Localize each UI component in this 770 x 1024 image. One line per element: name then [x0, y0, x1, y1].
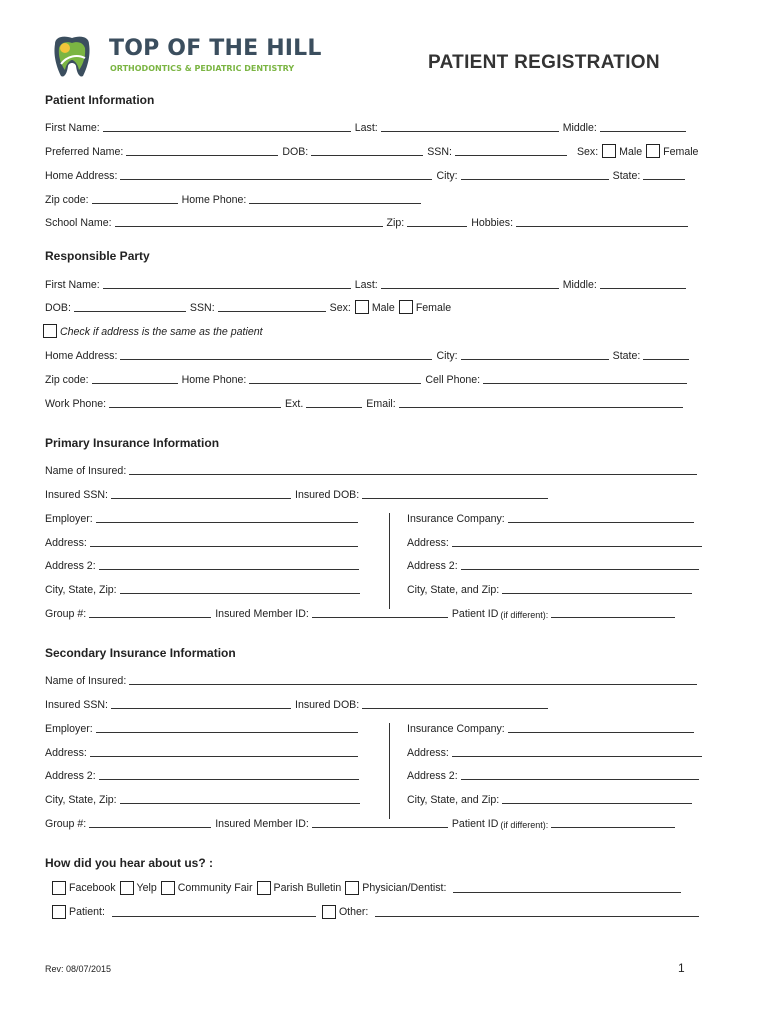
- primary-insurance-section-title: Primary Insurance Information: [45, 436, 220, 450]
- referral-row-1: [50, 881, 685, 895]
- home-address-label: Home Address:: [45, 350, 118, 362]
- secondary-insured-dob-field[interactable]: [362, 698, 548, 709]
- city-state-zip-label: City, State, Zip:: [45, 584, 117, 596]
- responsible-row-same-address: [43, 324, 265, 338]
- primary-insurance-address2-field[interactable]: [461, 559, 699, 570]
- physician-name-field[interactable]: [453, 882, 681, 893]
- secondary-member-id-field[interactable]: [312, 817, 448, 828]
- community-fair-label: Community Fair: [177, 882, 253, 894]
- zip-code-label: Zip code:: [45, 194, 89, 206]
- patient-id-label: Patient ID: [451, 608, 499, 620]
- other-label: Other:: [338, 906, 369, 918]
- state-label: State:: [612, 350, 641, 362]
- secondary-group-field[interactable]: [89, 817, 211, 828]
- same-address-label: Check if address is the same as the patient: [60, 326, 263, 338]
- female-label: Female: [415, 302, 452, 314]
- primary-group-field[interactable]: [89, 607, 211, 618]
- home-phone-label: Home Phone:: [181, 194, 247, 206]
- patient-zip-field[interactable]: [407, 216, 467, 227]
- primary-row-address-right: [407, 535, 706, 549]
- yelp-checkbox[interactable]: [120, 881, 134, 895]
- responsible-zip-code-field[interactable]: [92, 373, 178, 384]
- work-phone-label: Work Phone:: [45, 398, 107, 410]
- responsible-city-field[interactable]: [461, 349, 609, 360]
- secondary-row-employer: [45, 721, 362, 735]
- name-of-insured-label: Name of Insured:: [45, 465, 127, 477]
- preferred-name-label: Preferred Name:: [45, 146, 124, 158]
- responsible-row-dob: [45, 300, 453, 314]
- parish-bulletin-option[interactable]: [255, 881, 342, 895]
- patient-section-title: Patient Information: [45, 93, 155, 107]
- secondary-insurance-city-field[interactable]: [502, 793, 692, 804]
- patient-ssn-field[interactable]: [455, 145, 567, 156]
- other-option[interactable]: [320, 905, 368, 919]
- primary-row-city-right: [407, 582, 696, 596]
- responsible-row-phones: [45, 372, 691, 386]
- employer-label: Employer:: [45, 723, 93, 735]
- primary-row-city-left: [45, 582, 364, 596]
- responsible-state-field[interactable]: [643, 349, 689, 360]
- primary-row-group: [45, 606, 679, 620]
- patient-male-checkbox[interactable]: [602, 144, 616, 158]
- patient-dob-field[interactable]: [311, 145, 423, 156]
- address-label: Address:: [45, 747, 87, 759]
- first-name-label: First Name:: [45, 279, 100, 291]
- city-state-zip-label: City, State, Zip:: [45, 794, 117, 806]
- school-name-label: School Name:: [45, 217, 112, 229]
- insured-ssn-label: Insured SSN:: [45, 699, 109, 711]
- first-name-label: First Name:: [45, 122, 100, 134]
- community-fair-option[interactable]: [159, 881, 253, 895]
- patient-row-name: [45, 120, 690, 134]
- patient-row-address: [45, 168, 689, 182]
- secondary-employer-address-field[interactable]: [90, 746, 358, 757]
- secondary-row-address-left: [45, 745, 362, 759]
- zip-label: Zip:: [386, 217, 405, 229]
- patient-row-school: [45, 215, 692, 229]
- primary-insurance-city-field[interactable]: [502, 583, 692, 594]
- address2-label: Address 2:: [407, 770, 458, 782]
- responsible-email-field[interactable]: [399, 397, 683, 408]
- address2-label: Address 2:: [45, 770, 96, 782]
- state-label: State:: [612, 170, 641, 182]
- primary-row-address2-right: [407, 558, 703, 572]
- primary-patient-id-field[interactable]: [551, 607, 675, 618]
- primary-row-address-left: [45, 535, 362, 549]
- responsible-ext-field[interactable]: [306, 397, 362, 408]
- middle-name-label: Middle:: [562, 122, 597, 134]
- cell-phone-label: Cell Phone:: [425, 374, 481, 386]
- secondary-employer-address2-field[interactable]: [99, 769, 359, 780]
- logo-title: TOP OF THE HILL: [109, 36, 322, 61]
- primary-column-divider: [389, 513, 390, 609]
- city-label: City:: [436, 350, 458, 362]
- city-label: City:: [436, 170, 458, 182]
- patient-hobbies-field[interactable]: [516, 216, 688, 227]
- city-state-and-zip-label: City, State, and Zip:: [407, 584, 500, 596]
- revision-date: Rev: 08/07/2015: [45, 964, 112, 974]
- facebook-label: Facebook: [69, 882, 116, 894]
- physician-option[interactable]: [343, 881, 446, 895]
- patient-first-name-field[interactable]: [103, 121, 351, 132]
- same-address-checkbox[interactable]: [43, 324, 57, 338]
- responsible-row-work: [45, 396, 687, 410]
- patient-middle-name-field[interactable]: [600, 121, 686, 132]
- sex-label: Sex:: [576, 146, 599, 158]
- city-state-and-zip-label: City, State, and Zip:: [407, 794, 500, 806]
- parish-bulletin-checkbox[interactable]: [257, 881, 271, 895]
- patient-state-field[interactable]: [643, 169, 685, 180]
- primary-employer-field[interactable]: [96, 512, 358, 523]
- patient-school-name-field[interactable]: [115, 216, 383, 227]
- employer-label: Employer:: [45, 513, 93, 525]
- email-label: Email:: [366, 398, 396, 410]
- male-label: Male: [371, 302, 395, 314]
- parish-bulletin-label: Parish Bulletin: [273, 882, 342, 894]
- secondary-row-address2-right: [407, 768, 703, 782]
- if-different-label: (if different):: [500, 820, 549, 830]
- responsible-female-checkbox[interactable]: [399, 300, 413, 314]
- last-name-label: Last:: [354, 279, 378, 291]
- home-address-label: Home Address:: [45, 170, 118, 182]
- responsible-last-name-field[interactable]: [381, 278, 559, 289]
- insurance-company-label: Insurance Company:: [407, 513, 505, 525]
- referral-section-title: How did you hear about us? :: [45, 856, 213, 870]
- address-label: Address:: [407, 747, 449, 759]
- yelp-option[interactable]: [118, 881, 157, 895]
- ssn-label: SSN:: [189, 302, 215, 314]
- yelp-label: Yelp: [136, 882, 157, 894]
- secondary-name-of-insured-field[interactable]: [129, 674, 697, 685]
- logo: [49, 34, 322, 80]
- patient-row-preferred: [45, 144, 700, 158]
- patient-home-phone-field[interactable]: [249, 193, 421, 204]
- secondary-row-ssn: [45, 697, 552, 711]
- community-fair-checkbox[interactable]: [161, 881, 175, 895]
- responsible-section-title: Responsible Party: [45, 249, 150, 263]
- primary-row-ssn: [45, 487, 552, 501]
- primary-insured-dob-field[interactable]: [362, 488, 548, 499]
- patient-last-name-field[interactable]: [381, 121, 559, 132]
- patient-row-zip: [45, 192, 425, 206]
- if-different-label: (if different):: [500, 610, 549, 620]
- primary-row-employer: [45, 511, 362, 525]
- secondary-employer-city-field[interactable]: [120, 793, 360, 804]
- sex-label: Sex:: [329, 302, 351, 314]
- secondary-row-city-right: [407, 792, 696, 806]
- responsible-home-phone-field[interactable]: [249, 373, 421, 384]
- home-phone-label: Home Phone:: [181, 374, 247, 386]
- middle-name-label: Middle:: [562, 279, 597, 291]
- physician-checkbox[interactable]: [345, 881, 359, 895]
- patient-id-label: Patient ID: [451, 818, 499, 830]
- primary-insurance-address-field[interactable]: [452, 536, 702, 547]
- primary-row-address2-left: [45, 558, 363, 572]
- secondary-insured-ssn-field[interactable]: [111, 698, 291, 709]
- patient-city-field[interactable]: [461, 169, 609, 180]
- address-label: Address:: [407, 537, 449, 549]
- tooth-logo-icon: [49, 34, 95, 80]
- patient-referral-checkbox[interactable]: [52, 905, 66, 919]
- responsible-work-phone-field[interactable]: [109, 397, 281, 408]
- primary-insured-ssn-field[interactable]: [111, 488, 291, 499]
- group-label: Group #:: [45, 818, 87, 830]
- secondary-employer-field[interactable]: [96, 722, 358, 733]
- insured-dob-label: Insured DOB:: [295, 489, 360, 501]
- insured-dob-label: Insured DOB:: [295, 699, 360, 711]
- form-title: PATIENT REGISTRATION: [428, 52, 660, 73]
- responsible-cell-phone-field[interactable]: [483, 373, 687, 384]
- responsible-ssn-field[interactable]: [218, 301, 326, 312]
- address-label: Address:: [45, 537, 87, 549]
- patient-referral-label: Patient:: [69, 906, 105, 918]
- responsible-male-checkbox[interactable]: [355, 300, 369, 314]
- ext-label: Ext.: [285, 398, 304, 410]
- secondary-column-divider: [389, 723, 390, 819]
- secondary-patient-id-field[interactable]: [551, 817, 675, 828]
- patient-zip-code-field[interactable]: [92, 193, 178, 204]
- logo-subtitle: ORTHODONTICS & PEDIATRIC DENTISTRY: [110, 64, 295, 73]
- secondary-insurance-company-field[interactable]: [508, 722, 694, 733]
- secondary-row-address-right: [407, 745, 706, 759]
- primary-employer-address-field[interactable]: [90, 536, 358, 547]
- responsible-middle-name-field[interactable]: [600, 278, 686, 289]
- zip-code-label: Zip code:: [45, 374, 89, 386]
- primary-name-of-insured-field[interactable]: [129, 464, 697, 475]
- responsible-first-name-field[interactable]: [103, 278, 351, 289]
- responsible-row-name: [45, 277, 690, 291]
- member-id-label: Insured Member ID:: [215, 608, 309, 620]
- secondary-insurance-address2-field[interactable]: [461, 769, 699, 780]
- physician-label: Physician/Dentist:: [362, 882, 447, 894]
- last-name-label: Last:: [354, 122, 378, 134]
- patient-female-checkbox[interactable]: [646, 144, 660, 158]
- secondary-row-name: [45, 673, 701, 687]
- secondary-row-address2-left: [45, 768, 363, 782]
- ssn-label: SSN:: [427, 146, 452, 158]
- patient-preferred-name-field[interactable]: [126, 145, 278, 156]
- secondary-insurance-address-field[interactable]: [452, 746, 702, 757]
- facebook-checkbox[interactable]: [52, 881, 66, 895]
- insurance-company-label: Insurance Company:: [407, 723, 505, 735]
- page-number: 1: [678, 961, 685, 975]
- insured-ssn-label: Insured SSN:: [45, 489, 109, 501]
- other-checkbox[interactable]: [322, 905, 336, 919]
- responsible-row-address: [45, 348, 693, 362]
- address2-label: Address 2:: [407, 560, 458, 572]
- primary-member-id-field[interactable]: [312, 607, 448, 618]
- name-of-insured-label: Name of Insured:: [45, 675, 127, 687]
- patient-home-address-field[interactable]: [120, 169, 432, 180]
- dob-label: DOB:: [45, 302, 71, 314]
- secondary-insurance-section-title: Secondary Insurance Information: [45, 646, 236, 660]
- secondary-row-city-left: [45, 792, 364, 806]
- primary-employer-address2-field[interactable]: [99, 559, 359, 570]
- hobbies-label: Hobbies:: [471, 217, 514, 229]
- responsible-home-address-field[interactable]: [120, 349, 432, 360]
- primary-row-name: [45, 463, 701, 477]
- primary-insurance-company-field[interactable]: [508, 512, 694, 523]
- facebook-option[interactable]: [50, 881, 116, 895]
- secondary-row-ins-company: [407, 721, 698, 735]
- male-label: Male: [619, 146, 643, 158]
- dob-label: DOB:: [282, 146, 309, 158]
- group-label: Group #:: [45, 608, 87, 620]
- primary-employer-city-field[interactable]: [120, 583, 360, 594]
- responsible-dob-field[interactable]: [74, 301, 186, 312]
- female-label: Female: [663, 146, 699, 158]
- address2-label: Address 2:: [45, 560, 96, 572]
- primary-row-ins-company: [407, 511, 698, 525]
- referral-row-2: [50, 905, 703, 919]
- secondary-row-group: [45, 816, 679, 830]
- other-field[interactable]: [375, 906, 699, 917]
- member-id-label: Insured Member ID:: [215, 818, 309, 830]
- patient-referral-name-field[interactable]: [112, 906, 316, 917]
- patient-option[interactable]: [50, 905, 105, 919]
